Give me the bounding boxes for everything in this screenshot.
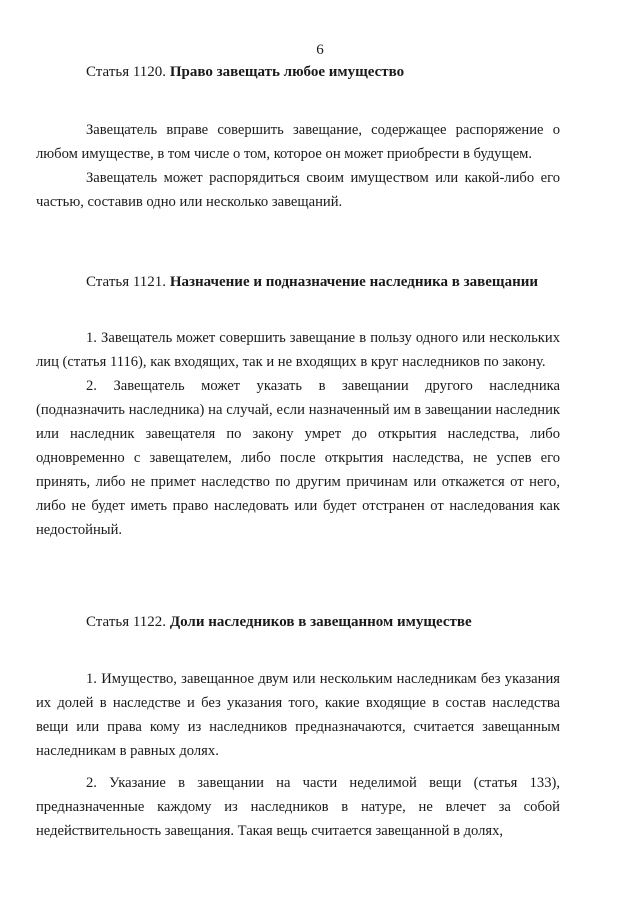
article-body-1121 [36, 326, 560, 542]
article-heading-1121 [86, 274, 538, 291]
article-number: Статья 1122. [86, 614, 167, 630]
article-number: Статья 1120. [86, 64, 167, 80]
article-body-1122 [36, 667, 560, 843]
article-number: Статья 1121. [86, 274, 167, 290]
paragraph: 2. Указание в завещании на части неделимой вещи (статья 133), предназначенные каждому из наследников в натуре, не влечет за собой недействительность завещания. Такая вещь считается завещанной в долях, [36, 775, 560, 839]
article-heading-1122 [86, 614, 472, 631]
article-title: Назначение и подназначение наследника в завещании [169, 274, 539, 290]
paragraph: 2. Завещатель может указать в завещании другого наследника (подназначить наследника) на случай, если назначенный им в завещании наследник или наследник завещателя по закону умрет до открытия наследства, либо одновременно с завещателем, либо после открытия наследства, не успев его принять, либо не примет наследство по другим причинам или откажется от него, либо не будет иметь право наследовать или будет отстранен от наследования как недостойный. [36, 378, 560, 538]
paragraph: Завещатель вправе совершить завещание, содержащее распоряжение о любом имуществе, в том числе о том, которое он может приобрести в будущем. [36, 122, 560, 162]
paragraph: 1. Завещатель может совершить завещание в пользу одного или нескольких лиц (статья 1116), как входящих, так и не входящих в круг наследников по закону. [36, 330, 560, 370]
article-title: Доли наследников в завещанном имуществе [169, 614, 472, 630]
page-number: 6 [316, 42, 324, 58]
article-title: Право завещать любое имущество [169, 64, 405, 80]
article-heading-1120 [86, 64, 404, 81]
paragraph: Завещатель может распорядиться своим имуществом или какой-либо его частью, составив одно или несколько завещаний. [36, 170, 560, 210]
article-body-1120 [36, 118, 560, 214]
paragraph: 1. Имущество, завещанное двум или нескольким наследникам без указания их долей в наследстве и без указания того, какие входящие в состав наследства вещи или права кому из наследников предназначаются, считается завещанным наследникам в равных долях. [36, 671, 560, 759]
